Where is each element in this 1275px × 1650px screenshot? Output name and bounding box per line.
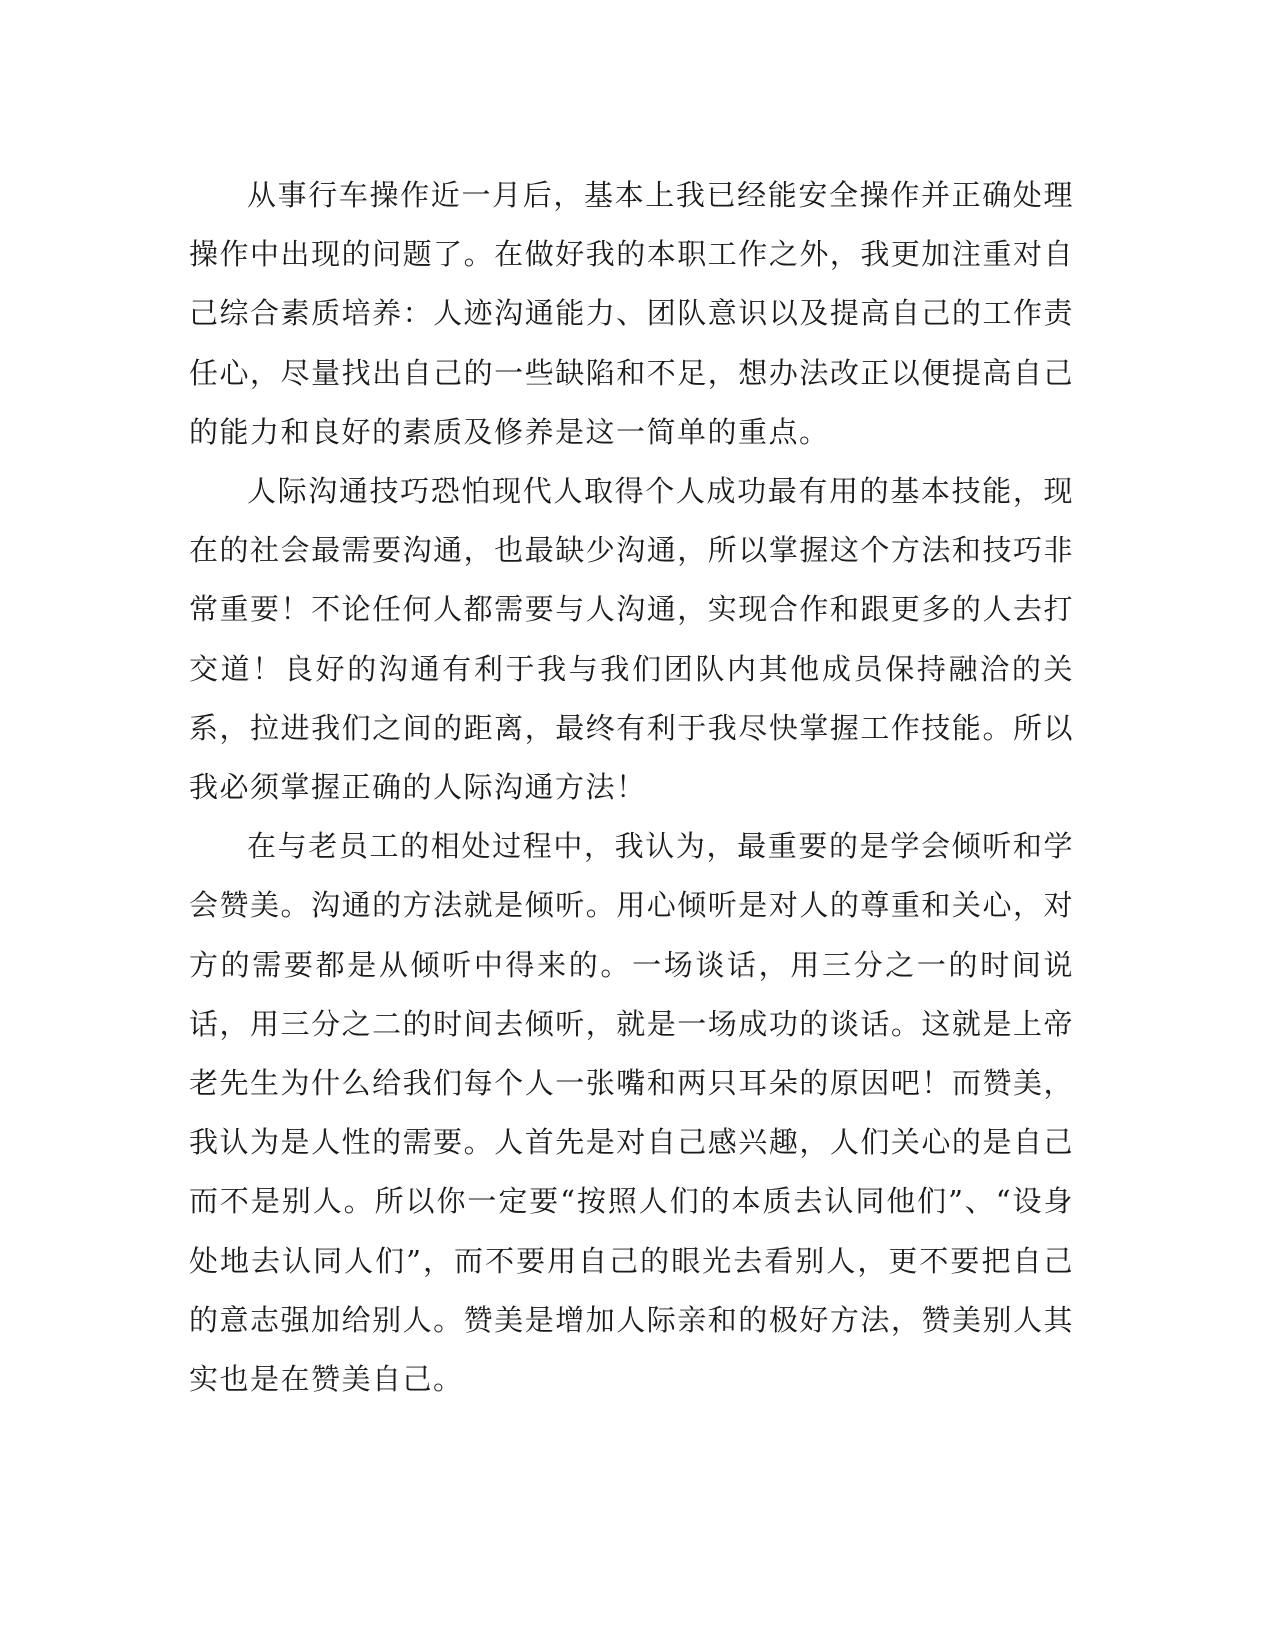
paragraph-1: 从事行车操作近一月后，基本上我已经能安全操作并正确处理操作中出现的问题了。在做好我的本职工作之外，我更加注重对自己综合素质培养：人迹沟通能力、团队意识以及提高自己的工作责任心，尽量找出自己的一些缺陷和不足，想办法改正以便提高自己的能力和良好的素质及修养是这一简单的重点。: [189, 178, 1074, 449]
paragraph-2: 人际沟通技巧恐怕现代人取得个人成功最有用的基本技能，现在的社会最需要沟通，也最缺少沟通，所以掌握这个方法和技巧非常重要！不论任何人都需要与人沟通，实现合作和跟更多的人去打交道！良好的沟通有利于我与我们团队内其他成员保持融洽的关系，拉进我们之间的距离，最终有利于我尽快掌握工作技能。所以我必须掌握正确的人际沟通方法！: [189, 474, 1074, 805]
paragraph-3: 在与老员工的相处过程中，我认为，最重要的是学会倾听和学会赞美。沟通的方法就是倾听。用心倾听是对人的尊重和关心，对方的需要都是从倾听中得来的。一场谈话，用三分之一的时间说话，用三分之二的时间去倾听，就是一场成功的谈话。这就是上帝老先生为什么给我们每个人一张嘴和两只耳朵的原因吧！而赞美，我认为是人性的需要。人首先是对自己感兴趣，人们关心的是自己而不是别人。所以你一定要“按照人们的本质去认同他们”、“设身处地去认同人们”，而不要用自己的眼光去看别人，更不要把自己的意志强加给别人。赞美是增加人际亲和的极好方法，赞美别人其实也是在赞美自己。: [189, 829, 1074, 1397]
document-body: [189, 166, 1074, 1409]
